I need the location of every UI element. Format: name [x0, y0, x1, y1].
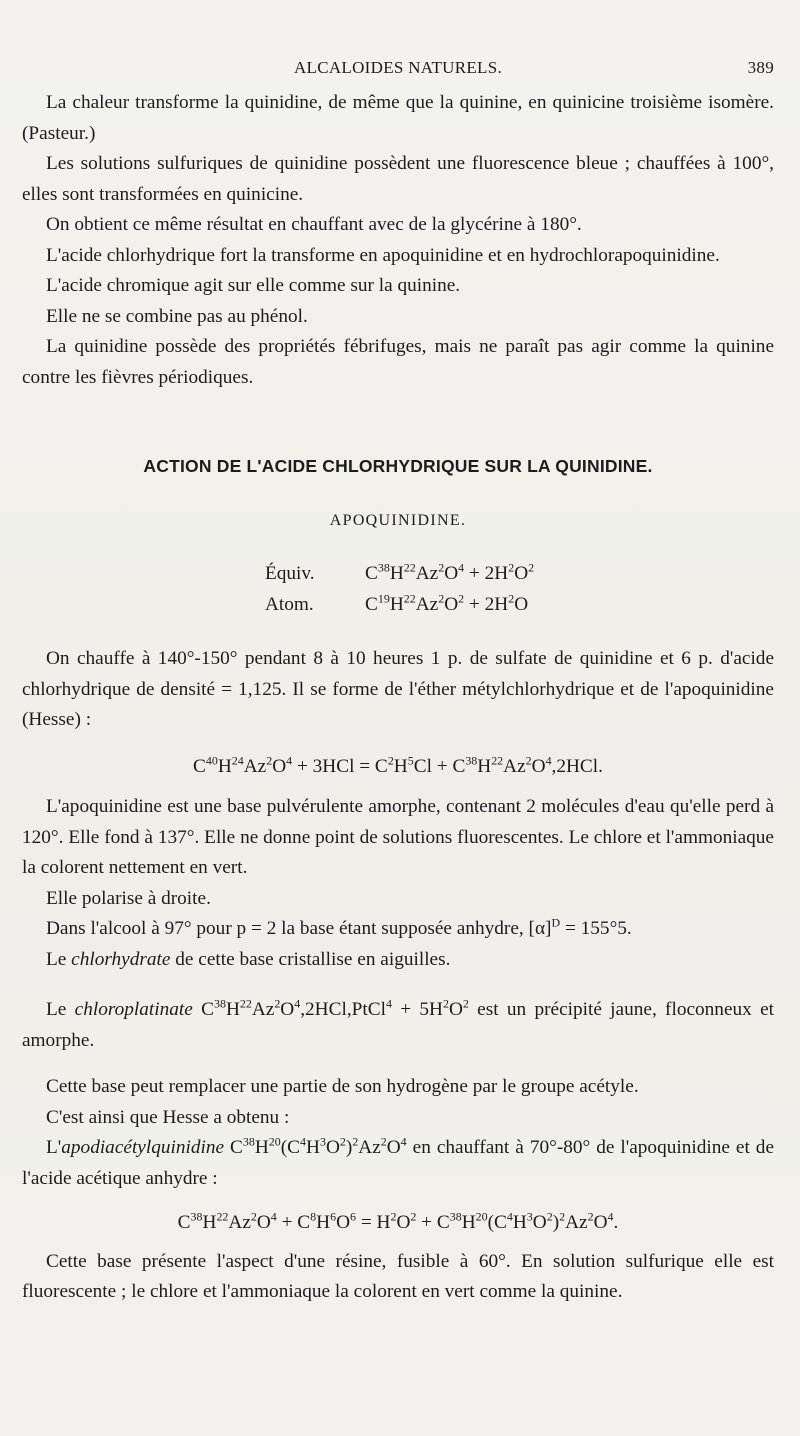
- reaction-equation-2: $C^{38}H^{22}Az^2O^4 + C^8H^6O^6 = H^2O^2 + C^{38}H^{20}(C^4H^3O^2)^2Az^2O^4$.: [177, 1209, 619, 1233]
- spacer: [22, 1056, 774, 1072]
- page-number: 389: [747, 58, 774, 77]
- chlorhydrate-post: de cette base cristallise en aiguilles.: [175, 948, 451, 970]
- atom-formula: $C^{19}H^{22}Az^2O^2 + 2H^2O$: [365, 591, 529, 615]
- rotation-text: Dans l'alcool à 97° pour p = 2 la base étant supposée anhydre,: [46, 918, 524, 939]
- paragraph-properties: L'apoquinidine est une base pulvérulente amorphe, contenant 2 molécules d'eau qu'elle perd à 120°. Elle fond à 137°. Elle ne donne point de solutions fluorescentes. Le chlore et l'ammoniaque la colorent nettement en vert.: [22, 796, 774, 878]
- paragraph-acetyl: Cette base peut remplacer une partie de son hydrogène par le groupe acétyle.: [46, 1076, 639, 1097]
- atom-formula-row: [265, 589, 774, 620]
- paragraph-phenol: Elle ne se combine pas au phénol.: [46, 305, 308, 327]
- spacer: [22, 975, 774, 995]
- apodiac-term: apodiacétylquinidine: [61, 1137, 225, 1158]
- chlorhydrate-pre: Le: [46, 948, 67, 970]
- paragraph-preparation: On chauffe à 140°-150° pendant 8 à 10 heures 1 p. de sulfate de quinidine et 6 p. d'acide chlorhydrique de densité = 1,125. Il se forme de l'éther métylchlorhydrique et de l'apoquinidine (Hesse) :: [22, 648, 774, 730]
- chloroplatinate-term: chloroplatinate: [74, 999, 193, 1020]
- paragraph-chlorhydrate: [22, 945, 774, 976]
- paragraph-polarisation: Elle polarise à droite.: [46, 887, 211, 909]
- atom-label: Atom.: [265, 594, 314, 615]
- reaction-equation-1: $C^{40}H^{24}Az^2O^4 + 3HCl = C^2H^5Cl + C^{38}H^{22}Az^2O^4,2HCl$.: [193, 753, 603, 777]
- rotation-value: = 155°5.: [564, 918, 632, 939]
- paragraph-sulfuric-fluorescence: Les solutions sulfuriques de quinidine possèdent une fluorescence bleue ; chauffées à 100°, elles sont transformées en quinicine.: [22, 153, 774, 205]
- paragraph-apodiacetyl: L'apodiacétylquinidine $C^{38}H^{20}(C^4H^3O^2)^2Az^2O^4$ en chauffant à 70°-80° de l'apoquinidine et de l'acide acétique anhydre :: [22, 1134, 774, 1189]
- subsection-heading: APOQUINIDINE.: [329, 511, 467, 529]
- equiv-label: Équiv.: [265, 563, 315, 584]
- page-header: [22, 58, 774, 84]
- paragraph-chloroplatinate: Le chloroplatinate $C^{38}H^{22}Az^2O^4,2HCl,PtCl^4 + 5H^2O^2$ est un précipité jaune, floconneux et amorphe.: [22, 996, 774, 1051]
- paragraph-rotation: Dans l'alcool à 97° pour p = 2 la base étant supposée anhydre, $[\alpha]^D = 155^\circ 5$.: [46, 915, 632, 939]
- paragraph-chromic-acid: L'acide chromique agit sur elle comme sur la quinine.: [46, 275, 461, 296]
- page-body: [22, 88, 774, 1308]
- chloroplatinate-pre: Le: [46, 999, 67, 1020]
- apoquinidine-formula-block: [265, 558, 774, 620]
- section-heading: ACTION DE L'ACIDE CHLORHYDRIQUE SUR LA QUINIDINE.: [143, 456, 653, 476]
- paragraph-resin: Cette base présente l'aspect d'une résine, fusible à 60°. En solution sulfurique elle est fluorescente ; le chlore et l'ammoniaque la colorent en vert comme la quinine.: [22, 1250, 774, 1302]
- paragraph-glycerine: On obtient ce même résultat en chauffant avec de la glycérine à 180°.: [46, 214, 582, 235]
- apodiac-pre: L': [46, 1137, 62, 1158]
- paragraph-hydrochloric-acid: L'acide chlorhydrique fort la transforme en apoquinidine et en hydrochlorapoquinidine.: [46, 244, 720, 266]
- paragraph-hesse: C'est ainsi que Hesse a obtenu :: [46, 1106, 290, 1128]
- apodiac-post: en chauffant à 70°-80° de l'apoquinidine et de l'acide acétique anhydre :: [22, 1137, 774, 1189]
- paragraph-febrifuge: La quinidine possède des propriétés fébrifuges, mais ne paraît pas agir comme la quinine contre les fièvres périodiques.: [22, 336, 774, 388]
- running-title: ALCALOIDES NATURELS.: [293, 58, 503, 77]
- paragraph-heat-transform: La chaleur transforme la quinidine, de même que la quinine, en quinicine troisième isomère. (Pasteur.): [22, 92, 774, 144]
- chloroplatinate-post: est un précipité jaune, floconneux et amorphe.: [22, 999, 774, 1051]
- equiv-formula-row: [265, 558, 774, 589]
- equiv-formula: $C^{38}H^{22}Az^2O^4 + 2H^2O^2$: [365, 560, 535, 584]
- chlorhydrate-term: chlorhydrate: [71, 948, 171, 970]
